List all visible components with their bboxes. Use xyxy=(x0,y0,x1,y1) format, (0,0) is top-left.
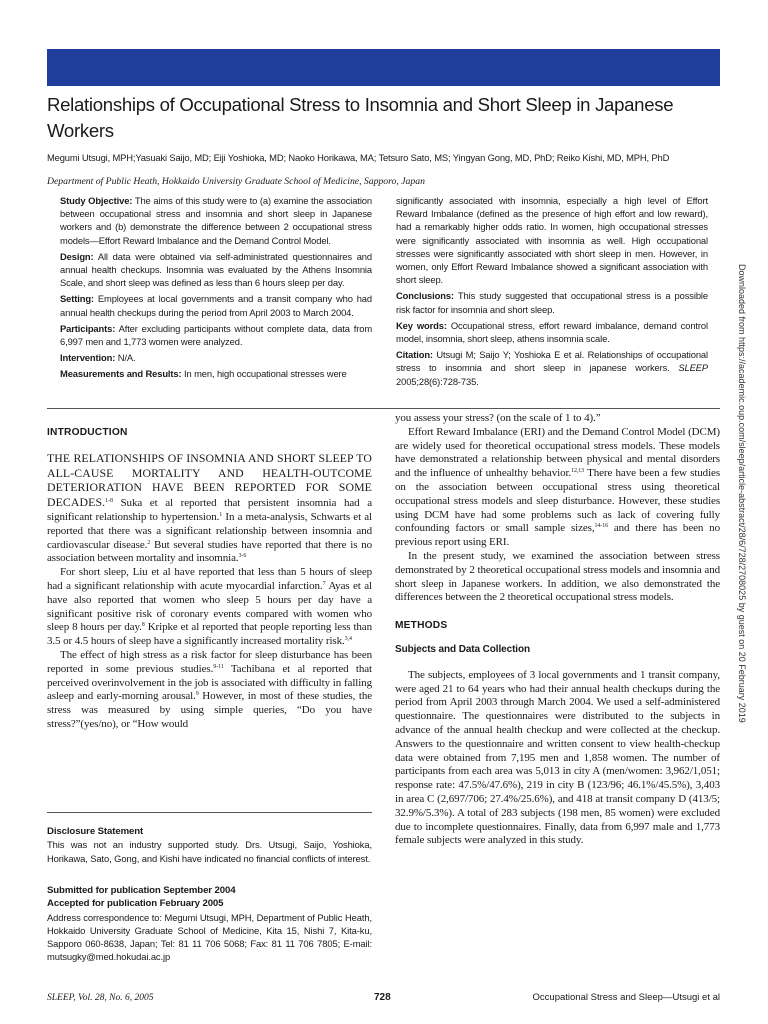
ref-sup: 3,4 xyxy=(344,636,352,643)
right-paragraph-3: The subjects, employees of 3 local governments and 1 transit company, were aged 21 to 64 years who had their annual health checkups during the period from April 2003 through March 2004. We used a self-administered questionnaire. The questionnaires were distributed to the subjects in advance of the annual health checkup and were collected at the checkup. Answers to the questionnaire and written consent to view health-checkup data were obtained from 7,195 men and 1,858 women. The number of participants from each area was 5,013 in city A (men/women: 3,962/1,051; response rate: 47.5%/47.6%), 219 in city B (123/96; 46.1%/45.5%), 3,403 in area C (2,697/706; 27.4%/25.6%), and 418 at transit company D (413/5; 32.9%/5.3%). A total of 283 subjects (198 men, 85 women) were excluded due to incomplete questionnaires. Finally, data from 6,997 male and 1,773 female subjects were analyzed in this study. xyxy=(395,668,720,847)
header-banner xyxy=(47,49,720,86)
page-number: 728 xyxy=(374,992,391,1003)
ref-sup: 12,13 xyxy=(571,468,585,475)
body-left-column xyxy=(47,412,372,732)
disclosure-heading: Disclosure Statement xyxy=(47,826,144,837)
ref-sup: 14-16 xyxy=(594,523,608,530)
ref-sup: 1-8 xyxy=(105,498,113,505)
download-watermark xyxy=(737,264,757,784)
intervention-text: N/A. xyxy=(117,352,136,364)
intro-text: For short sleep, Liu et al have reported that less than 5 hours of sleep had a significant relationship with acute myocardial infarction. xyxy=(47,566,372,592)
ref-sup: 1 xyxy=(219,511,223,518)
intro-text: In a meta-analysis, Schwarts et al reported that there was a significant relationship between insomnia and cardiovascular disease. xyxy=(47,510,372,551)
ref-sup: 3-6 xyxy=(238,553,247,560)
right-paragraph-2: In the present study, we examined the association between stress demonstrated by 2 theoretical occupational stress models and insomnia and short sleep in Japanese workers. In addition, we also demonstrated the differences between the 2 theoretical occupational stress models. xyxy=(395,549,720,604)
abstract-divider xyxy=(47,408,720,409)
ref-sup: 9-11 xyxy=(213,663,224,670)
disclosure-block xyxy=(47,825,372,865)
methods-heading: METHODS xyxy=(395,620,448,632)
abstract-right-column xyxy=(396,194,708,391)
body-text: and there has been no previous report using ERI. xyxy=(395,522,720,549)
intro-paragraph-1 xyxy=(47,452,372,566)
design-label: Design: xyxy=(60,250,94,262)
ref-sup: 9 xyxy=(195,691,199,698)
abstract-design xyxy=(60,250,372,290)
keywords-text: Occupational stress, effort reward imbalance, demand control model, insomnia, short sleep, athens insomnia scale. xyxy=(396,319,708,345)
ref-sup: 8 xyxy=(141,622,145,629)
disclosure-text: This was not an industry supported study. Drs. Utsugi, Saijo, Yoshioka, Horikawa, Sato, Gong, and Kishi have indicated no financial conflicts of interest. xyxy=(47,839,372,864)
setting-label: Setting: xyxy=(60,293,94,305)
footer-journal: SLEEP, Vol. 28, No. 6, 2005 xyxy=(47,993,154,1003)
submission-block xyxy=(47,884,372,964)
intro-text: Kripke et al reported that people reporting less than 3.5 or 4.5 hours of sleep have a significantly increased mortality risk. xyxy=(47,621,372,648)
intro-lead-caps: THE RELATIONSHIPS OF INSOMNIA AND SHORT SLEEP TO ALL-CAUSE MORTALITY AND HEALTH-OUTCOME DETERIORATION HAVE BEEN REPORTED FOR SOME DECADES. xyxy=(47,450,372,510)
keywords-label: Key words: xyxy=(396,319,447,331)
conclusions-text: This study suggested that occupational stress is a possible risk factor for insomnia and short sleep. xyxy=(396,290,708,315)
intro-text: Suka et al reported that persistent insomnia had a significant relationship to hypertension. xyxy=(47,497,372,523)
intro-text: The effect of high stress as a risk factor for sleep disturbance has been reported in some previous studies. xyxy=(47,648,372,675)
abstract-left-column xyxy=(60,194,372,384)
intro-text: Ayas et al have also reported that women who sleep 5 hours per day have a significant positive risk of coronary events compared with women who sleep 8 hours per day. xyxy=(47,579,372,634)
footnote-divider xyxy=(47,812,372,813)
ref-sup: 7 xyxy=(322,580,326,587)
download-note: Downloaded from https://academic.oup.com/sleep/article-abstract/28/6/728/2708025 by guest on 20 February 2019 xyxy=(737,264,747,723)
introduction-heading: INTRODUCTION xyxy=(47,427,128,438)
intervention-label: Intervention: xyxy=(60,352,116,364)
footer-running-head: Occupational Stress and Sleep—Utsugi et al xyxy=(532,992,720,1003)
intro-text: However, in most of these studies, the stress was measured by using simple queries, “Do you have stress?”(yes/no), or “How would xyxy=(47,690,372,730)
abstract-participants xyxy=(60,322,372,348)
submitted-date: Submitted for publication September 2004 xyxy=(47,885,236,896)
right-paragraph-1 xyxy=(395,426,720,550)
objective-text: The aims of this study were to (a) examine the association between occupational stress and insomnia and short sleep in Japanese workers and (b) demonstrate the difference between 2 occupational stress models—Effort Reward Imbalance and the Demand Control Model. xyxy=(60,195,372,246)
objective-label: Study Objective: xyxy=(60,195,133,206)
design-text: All data were obtained via self-administrated questionnaires and annual health checkups. Insomnia was evaluated by the Athens Insomnia Scale, and short sleep was defined as less than 6 hours sleep per day. xyxy=(60,250,372,289)
abstract-citation xyxy=(396,348,708,388)
abstract-results xyxy=(60,367,372,380)
accepted-date: Accepted for publication February 2005 xyxy=(47,898,224,910)
body-text: There have been a few studies on the association between occupational stress using theoretical occupational stress models and sleep disturbance. However, these studies using DCM have had some problems such as lack of covering fully confounding factors or small sample sizes, xyxy=(395,467,720,535)
abstract-keywords xyxy=(396,319,708,345)
affiliation: Department of Public Heath, Hokkaido University Graduate School of Medicine, Sapporo, Japan xyxy=(47,176,425,187)
citation-text: Utsugi M; Saijo Y; Yoshioka E et al. Relationships of occupational stress to insomnia and short sleep in japanese workers. xyxy=(396,349,708,374)
abstract-setting xyxy=(60,292,372,318)
results-continued: significantly associated with insomnia, especially a high level of Effort Reward Imbalance (defined as the presence of high effort and low reward), had a remarkably higher odds ratio. In women, high occupational stresses were significantly associated with insomnia as well. High occupational stresses were significantly associated with short sleep in men. However, in women, only Effort Reward Imbalance showed a significant association with short sleep. xyxy=(396,195,708,286)
ref-sup: 2 xyxy=(147,539,151,546)
results-label: Measurements and Results: xyxy=(60,368,182,380)
subjects-subheading: Subjects and Data Collection xyxy=(395,643,531,655)
body-text: Effort Reward Imbalance (ERI) and the Demand Control Model (DCM) are widely used for theoretical occupational stress models. These models have demonstrated a relationship between physical and mental disorders and the influence of unhealthy behavior. xyxy=(395,425,720,480)
citation-label: Citation: xyxy=(396,349,433,361)
intro-text: But several studies have reported that there is no association between mortality and insomnia. xyxy=(47,538,372,565)
participants-text: After excluding participants without complete data, data from 6,997 men and 1,773 women were analyzed. xyxy=(60,322,373,348)
article-title: Relationships of Occupational Stress to Insomnia and Short Sleep in Japanese Workers xyxy=(47,94,674,141)
intro-text: Tachibana et al reported that perceived overinvolvement in the job is associated with difficulty in falling asleep and early-morning arousal. xyxy=(47,662,372,703)
correspondence-address: Address correspondence to: Megumi Utsugi, MPH, Department of Public Heath, Hokkaido University Graduate School of Medicine, Kita 15, Nishi 7, Kita-ku, Sapporo 060-8638, Japan; Tel: 81 11 706 5068; Fax: 81 11 706 7805; E-mail: mutsugky@med.hokudai.ac.jp xyxy=(47,911,372,963)
intro-paragraph-3 xyxy=(47,649,372,732)
citation-journal: SLEEP xyxy=(678,362,708,374)
intro-paragraph-2 xyxy=(47,566,372,649)
abstract-intervention xyxy=(60,351,372,364)
body-right-column xyxy=(395,412,720,848)
abstract-objective xyxy=(60,194,372,247)
continued-quote: you assess your stress? (on the scale of 1 to 4).” xyxy=(395,412,601,424)
abstract-conclusions xyxy=(396,289,708,315)
author-list: Megumi Utsugi, MPH;Yasuaki Saijo, MD; Eiji Yoshioka, MD; Naoko Horikawa, MA; Tetsuro Sato, MS; Yingyan Gong, MD, PhD; Reiko Kishi, MD, MPH, PhD xyxy=(47,152,670,163)
citation-end: 2005;28(6):728-735. xyxy=(396,375,479,387)
participants-label: Participants: xyxy=(60,322,116,334)
conclusions-label: Conclusions: xyxy=(396,290,454,302)
setting-text: Employees at local governments and a transit company who had annual health checkups during the period from April 2003 to March 2004. xyxy=(60,293,372,318)
results-text: In men, high occupational stresses were xyxy=(184,368,347,380)
